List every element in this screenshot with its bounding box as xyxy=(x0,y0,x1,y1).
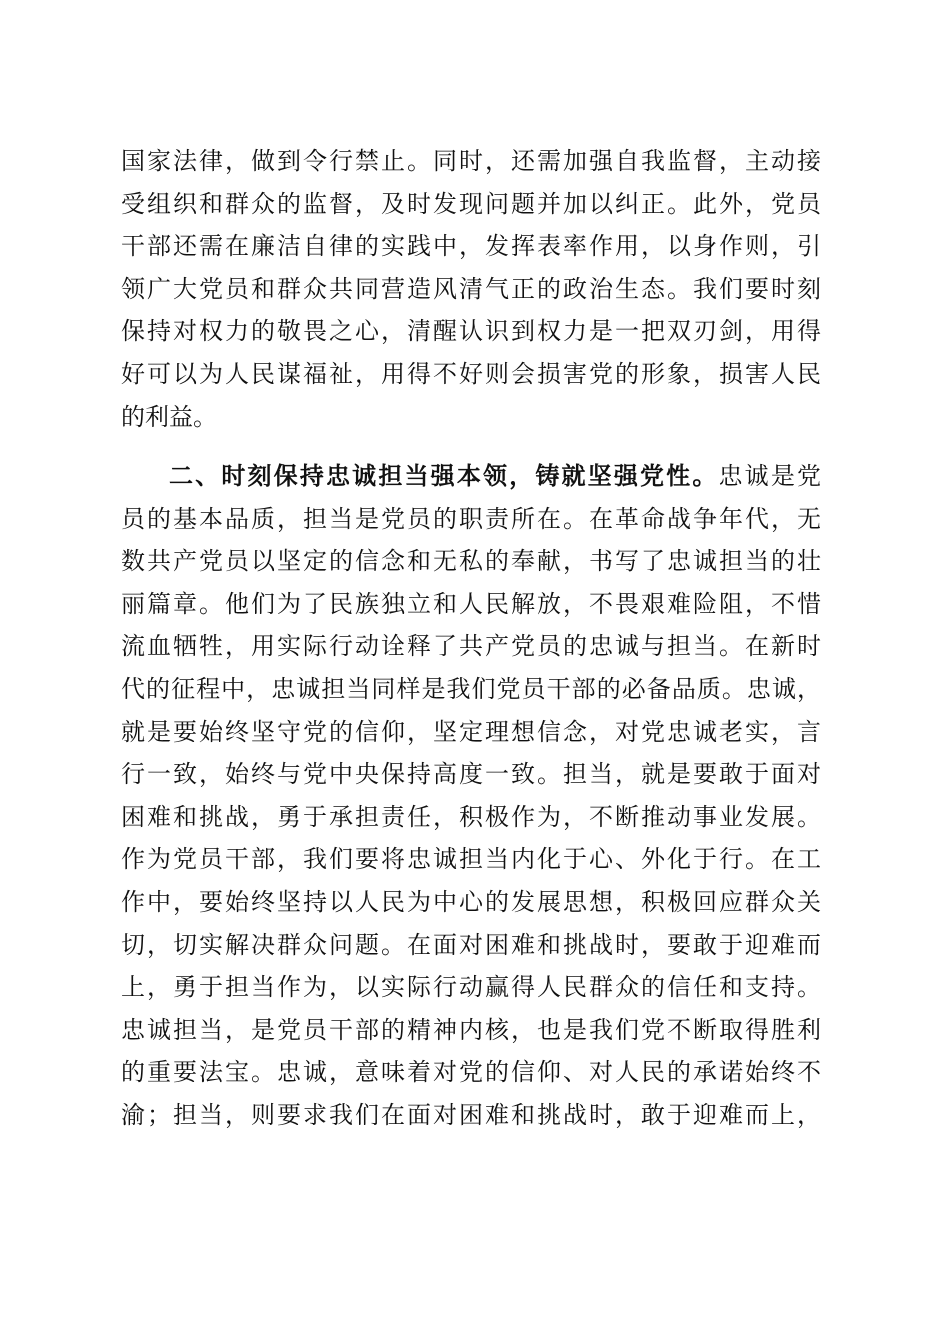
text-line: 切，切实解决群众问题。在面对困难和挑战时，要敢于迎难而 xyxy=(121,930,821,959)
text-line: 领广大党员和群众共同营造风清气正的政治生态。我们要时刻 xyxy=(121,274,821,303)
text-line: 保持对权力的敬畏之心，清醒认识到权力是一把双刃剑，用得 xyxy=(121,317,821,346)
section-heading-line xyxy=(121,455,821,498)
text-line: 受组织和群众的监督，及时发现问题并加以纠正。此外，党员 xyxy=(121,189,821,218)
text-line: 好可以为人民谋福祉，用得不好则会损害党的形象，损害人民 xyxy=(121,359,821,388)
text-line: 国家法律，做到令行禁止。同时，还需加强自我监督，主动接 xyxy=(121,147,821,175)
text-line: 渝；担当，则要求我们在面对困难和挑战时，敢于迎难而上， xyxy=(121,1100,821,1129)
paragraph-continuation xyxy=(121,140,821,438)
section-heading: 二、时刻保持忠诚担当强本领，铸就坚强党性。 xyxy=(169,462,719,490)
text-line: 代的征程中，忠诚担当同样是我们党员干部的必备品质。忠诚， xyxy=(121,674,821,703)
text-line: 就是要始终坚守党的信仰，坚定理想信念，对党忠诚老实，言 xyxy=(121,717,821,746)
text-line: 的利益。 xyxy=(121,402,217,431)
text-line: 干部还需在廉洁自律的实践中，发挥表率作用，以身作则，引 xyxy=(121,232,821,261)
text-line: 行一致，始终与党中央保持高度一致。担当，就是要敢于面对 xyxy=(121,760,821,789)
text-line: 数共产党员以坚定的信念和无私的奉献，书写了忠诚担当的壮 xyxy=(121,547,821,576)
text-line: 作中，要始终坚持以人民为中心的发展思想，积极回应群众关 xyxy=(121,887,821,916)
text-line: 作为党员干部，我们要将忠诚担当内化于心、外化于行。在工 xyxy=(121,845,821,874)
text-line: 的重要法宝。忠诚，意味着对党的信仰、对人民的承诺始终不 xyxy=(121,1058,821,1087)
text-line: 丽篇章。他们为了民族独立和人民解放，不畏艰难险阻，不惜 xyxy=(121,589,821,618)
text-line: 流血牺牲，用实际行动诠释了共产党员的忠诚与担当。在新时 xyxy=(121,632,821,661)
text-line: 困难和挑战，勇于承担责任，积极作为，不断推动事业发展。 xyxy=(121,802,821,831)
section-two xyxy=(121,455,821,1137)
heading-line-text: 忠诚是党 xyxy=(718,462,821,490)
text-line: 员的基本品质，担当是党员的职责所在。在革命战争年代，无 xyxy=(121,504,821,533)
text-line: 忠诚担当，是党员干部的精神内核，也是我们党不断取得胜利 xyxy=(121,1015,821,1044)
text-line: 上，勇于担当作为，以实际行动赢得人民群众的信任和支持。 xyxy=(121,973,821,1002)
